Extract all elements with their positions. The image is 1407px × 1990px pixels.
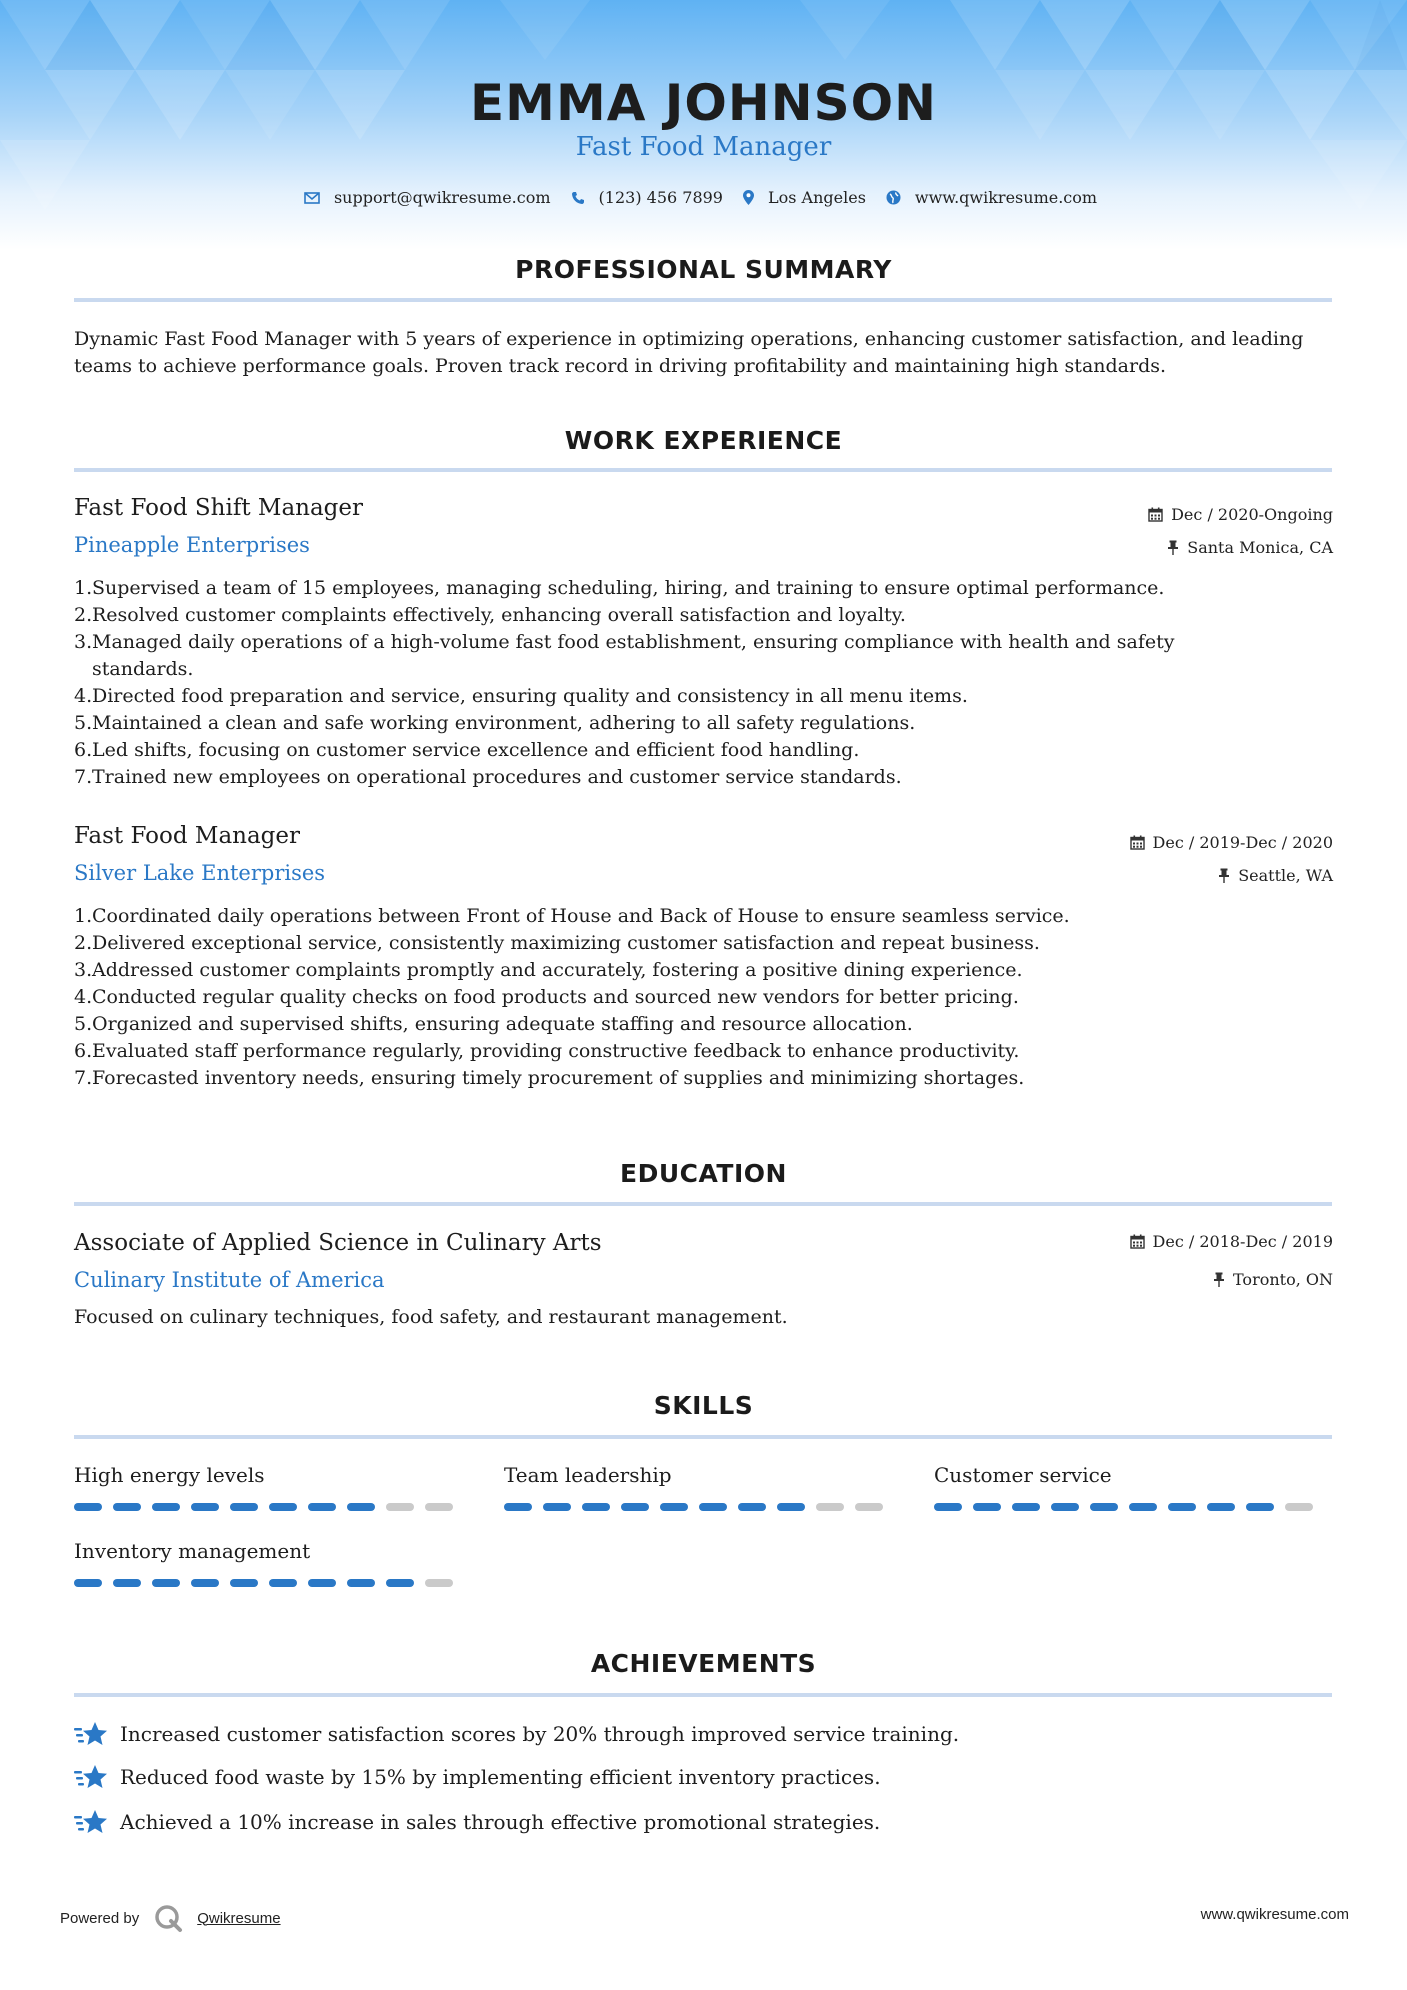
skill-segment-filled [113,1579,141,1587]
experience-heading: WORK EXPERIENCE [564,426,843,455]
job-location [1218,866,1333,885]
skill-segment-filled [1207,1503,1235,1511]
skill-segment-filled [1168,1503,1196,1511]
skill-segment-filled [934,1503,962,1511]
skill-segment-filled [152,1503,180,1511]
pushpin-icon [1167,540,1179,555]
skill-segment-filled [738,1503,766,1511]
skill-name: Inventory management [74,1539,311,1563]
degree-title: Associate of Applied Science in Culinary Arts [74,1230,602,1256]
job-bullets [74,575,1264,791]
summary-heading: PROFESSIONAL SUMMARY [515,255,892,284]
skill-segment-filled [660,1503,688,1511]
skill-segment-filled [347,1503,375,1511]
skill-level-bar [74,1579,454,1587]
skill-level-bar [934,1503,1314,1511]
contact-website[interactable] [886,188,1097,207]
candidate-role: Fast Food Manager [575,132,832,162]
skills-heading: SKILLS [653,1391,754,1420]
pushpin-icon [1213,1272,1225,1287]
list-item: 4. Directed food preparation and service, ensuring quality and consistency in all menu items. [74,685,968,707]
skill-level-bar [504,1503,884,1511]
education-description: Focused on culinary techniques, food safety, and restaurant management. [74,1306,788,1328]
job-dates [1148,505,1333,524]
skills-divider [74,1435,1332,1439]
job-title: Fast Food Shift Manager [74,495,364,521]
skill-segment-filled [504,1503,532,1511]
skill-item [504,1463,884,1511]
location-text: Los Angeles [767,188,866,207]
phone-icon [571,191,585,205]
skill-segment-empty [425,1579,453,1587]
education-location-text: Toronto, ON [1233,1270,1333,1289]
skill-segment-filled [543,1503,571,1511]
calendar-icon [1148,507,1163,522]
skill-name: Customer service [934,1463,1112,1487]
list-item: 4. Conducted regular quality checks on food products and sourced new vendors for better pricing. [74,986,1019,1008]
skill-segment-filled [347,1579,375,1587]
education-heading: EDUCATION [620,1159,787,1188]
footer-website[interactable]: www.qwikresume.com [1200,1906,1349,1923]
globe-icon [886,190,901,205]
list-item: 5. Organized and supervised shifts, ensuring adequate staffing and resource allocation. [74,1013,913,1035]
powered-by [60,1903,281,1933]
list-item: 2. Delivered exceptional service, consistently maximizing customer satisfaction and repeat business. [74,932,1040,954]
company-name: Pineapple Enterprises [74,533,310,557]
company-name: Silver Lake Enterprises [74,861,326,885]
skill-segment-empty [855,1503,883,1511]
education-dates [1130,1232,1333,1251]
skill-segment-filled [74,1503,102,1511]
calendar-icon [1130,1234,1145,1249]
website-text[interactable]: www.qwikresume.com [914,188,1098,207]
skill-segment-empty [386,1503,414,1511]
candidate-name: EMMA JOHNSON [470,74,937,132]
skill-segment-filled [230,1579,258,1587]
skill-segment-filled [1090,1503,1118,1511]
achievement-item [74,1763,881,1791]
list-item: 1. Coordinated daily operations between Front of House and Back of House to ensure seamless service. [74,905,1070,927]
skill-segment-filled [1246,1503,1274,1511]
list-item: 1. Supervised a team of 15 employees, managing scheduling, hiring, and training to ensure optimal performance. [74,577,1165,599]
job-dates-text: Dec / 2019-Dec / 2020 [1152,833,1333,852]
skill-segment-filled [230,1503,258,1511]
skill-segment-filled [74,1579,102,1587]
achievements-heading: ACHIEVEMENTS [590,1649,817,1678]
skill-segment-filled [1012,1503,1040,1511]
school-name: Culinary Institute of America [74,1268,385,1292]
skill-segment-filled [386,1579,414,1587]
list-item: 3. Managed daily operations of a high-volume fast food establishment, ensuring compliance with health and safety standards. [74,631,1175,680]
skill-segment-filled [113,1503,141,1511]
contact-location [743,188,866,207]
skill-name: High energy levels [74,1463,265,1487]
skill-segment-empty [816,1503,844,1511]
list-item: 7. Forecasted inventory needs, ensuring timely procurement of supplies and minimizing shortages. [74,1067,1025,1089]
qwikresume-logo-icon [153,1903,183,1933]
achievement-item [74,1808,880,1836]
list-item: 2. Resolved customer complaints effectively, enhancing overall satisfaction and loyalty. [74,604,906,626]
list-item: 7. Trained new employees on operational procedures and customer service standards. [74,766,902,788]
skill-segment-filled [699,1503,727,1511]
job-bullets [74,903,1264,1092]
job-location [1167,538,1333,557]
skill-segment-filled [191,1503,219,1511]
skill-segment-filled [308,1579,336,1587]
skill-segment-filled [191,1579,219,1587]
brand-link[interactable]: Qwikresume [197,1909,281,1927]
skill-segment-filled [1129,1503,1157,1511]
achievement-text: Achieved a 10% increase in sales through effective promotional strategies. [120,1810,881,1834]
job-dates-text: Dec / 2020-Ongoing [1171,505,1333,524]
skill-segment-filled [621,1503,649,1511]
job-dates [1130,833,1333,852]
pushpin-icon [1218,868,1230,883]
experience-divider [74,468,1332,472]
education-location [1213,1270,1333,1289]
list-item: 6. Evaluated staff performance regularly, providing constructive feedback to enhance productivity. [74,1040,1020,1062]
calendar-icon [1130,835,1145,850]
education-divider [74,1202,1332,1206]
envelope-icon [304,192,320,204]
skill-item [74,1539,454,1587]
list-item: 5. Maintained a clean and safe working environment, adhering to all safety regulations. [74,712,916,734]
skill-name: Team leadership [504,1463,672,1487]
map-pin-icon [743,190,754,205]
list-item: 6. Led shifts, focusing on customer service excellence and efficient food handling. [74,739,860,761]
summary-text: Dynamic Fast Food Manager with 5 years of experience in optimizing operations, enhancing customer satisfaction, and leading teams to achieve performance goals. Proven track record in driving profitability and maintaining high standards. [74,328,1304,377]
achievement-text: Reduced food waste by 15% by implementing efficient inventory practices. [120,1765,881,1789]
job-location-text: Seattle, WA [1238,866,1333,885]
skill-segment-empty [425,1503,453,1511]
skill-segment-filled [777,1503,805,1511]
summary-divider [74,298,1332,302]
email-text[interactable]: support@qwikresume.com [333,188,551,207]
achievements-divider [74,1693,1332,1697]
contact-bar [0,188,1407,207]
skill-segment-filled [582,1503,610,1511]
powered-by-label: Powered by [60,1909,140,1927]
skill-segment-filled [973,1503,1001,1511]
skill-segment-filled [152,1579,180,1587]
skill-item [74,1463,454,1511]
skill-level-bar [74,1503,454,1511]
star-icon [74,1808,108,1836]
job-title: Fast Food Manager [74,823,301,849]
star-icon [74,1763,108,1791]
skill-segment-empty [1285,1503,1313,1511]
contact-phone[interactable] [571,188,723,207]
skill-segment-filled [269,1503,297,1511]
achievement-item [74,1720,959,1748]
job-location-text: Santa Monica, CA [1187,538,1333,557]
phone-text[interactable]: (123) 456 7899 [598,188,723,207]
skill-segment-filled [269,1579,297,1587]
skill-segment-filled [308,1503,336,1511]
star-icon [74,1720,108,1748]
achievement-text: Increased customer satisfaction scores by 20% through improved service training. [120,1722,960,1746]
skill-segment-filled [1051,1503,1079,1511]
contact-email[interactable] [304,188,551,207]
skill-item [934,1463,1314,1511]
list-item: 3. Addressed customer complaints promptly and accurately, fostering a positive dining experience. [74,959,1023,981]
education-dates-text: Dec / 2018-Dec / 2019 [1152,1232,1333,1251]
